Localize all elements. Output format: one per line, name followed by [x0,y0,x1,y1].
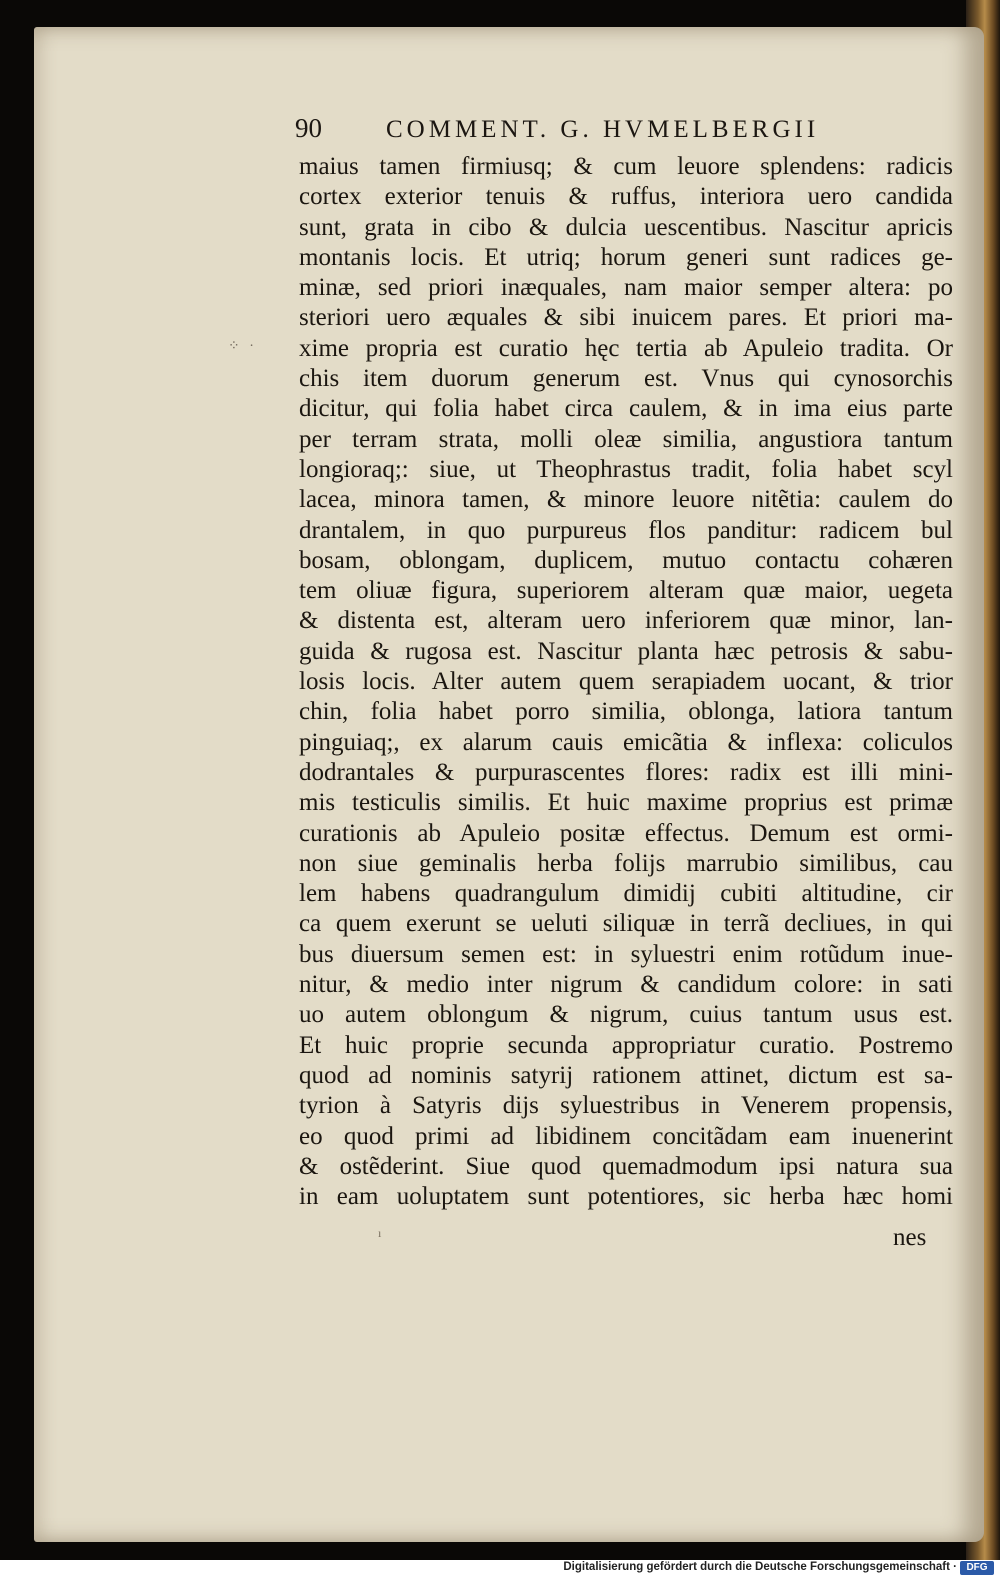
text-line: chin, folia habet porro similia, oblonga, latiora tantum [299,698,953,726]
text-line: Et huic proprie secunda appropriatur curatio. Postremo [299,1031,953,1059]
text-line: eo quod primi ad libidinem concitãdam eam inuenerint [299,1122,953,1150]
text-line: quod ad nominis satyrij rationem attinet, dictum est sa- [299,1061,953,1089]
dfg-logo: DFG [960,1561,994,1575]
text-line: pinguiaq;, ex alarum cauis emicãtia & inflexa: coliculos [299,728,953,756]
text-line: lacea, minora tamen, & minore leuore nitẽtia: caulem do [299,486,953,514]
text-line: tyrion à Satyris dijs syluestribus in Venerem propensis, [299,1092,953,1120]
text-line: losis locis. Alter autem quem serapiadem uocant, & trior [299,668,953,696]
page-mark: ı [378,1226,382,1240]
text-line: minæ, sed priori inæquales, nam maior semper altera: po [299,274,953,302]
text-line: tem oliuæ figura, superiorem alteram quæ maior, uegeta [299,577,953,605]
running-head [295,113,955,153]
text-line: longioraq;: siue, ut Theophrastus tradit, folia habet scyl [299,455,953,483]
text-line: xime propria est curatio hęc tertia ab Apuleio tradita. Or [299,334,953,362]
text-line: mis testiculis similis. Et huic maxime proprius est primæ [299,789,953,817]
text-line: & ostẽderint. Siue quod quemadmodum ipsi natura sua [299,1152,953,1180]
text-line: dicitur, qui folia habet circa caulem, & in ima eius parte [299,395,953,423]
text-line: bosam, oblongam, duplicem, mutuo contactu cohæren [299,546,953,574]
text-line: nitur, & medio inter nigrum & candidum colore: in sati [299,971,953,999]
text-line: lem habens quadrangulum dimidij cubiti altitudine, cir [299,880,953,908]
text-line: ca quem exerunt se ueluti siliquæ in terrã decliues, in qui [299,910,953,938]
page-number: 90 [295,113,322,143]
text-line: sunt, grata in cibo & dulcia uescentibus. Nascitur apricis [299,213,953,241]
text-line: per terram strata, molli oleæ similia, angustiora tantum [299,425,953,453]
text-line: curationis ab Apuleio positæ effectus. Demum est ormi- [299,819,953,847]
running-title: COMMENT. G. HVMELBERGII [386,116,820,143]
text-line: maius tamen firmiusq; & cum leuore splendens: radicis [299,153,953,180]
catchword: nes [893,1224,927,1251]
text-line: non siue geminalis herba folijs marrubio similibus, cau [299,849,953,877]
text-block [299,152,953,1212]
text-line: cortex exterior tenuis & ruffus, interiora uero candida [299,183,953,211]
funding-credit: Digitalisierung gefördert durch die Deutsche Forschungsgemeinschaft · [563,1561,957,1573]
text-line: dodrantales & purpurascentes flores: radix est illi mini- [299,758,953,786]
text-line: montanis locis. Et utriq; horum generi sunt radices ge- [299,243,953,271]
text-line: chis item duorum generum est. Vnus qui cynosorchis [299,365,953,393]
footer-bar [0,1560,1000,1577]
text-line: guida & rugosa est. Nascitur planta hæc petrosis & sabu- [299,637,953,665]
text-line: & distenta est, alteram uero inferiorem quæ minor, lan- [299,607,953,635]
text-line: bus diuersum semen est: in syluestri enim rotũdum inue- [299,940,953,968]
text-line: drantalem, in quo purpureus flos panditur: radicem bul [299,516,953,544]
margin-mark: ⁘ · [228,339,257,354]
text-line: uo autem oblongum & nigrum, cuius tantum usus est. [299,1001,953,1029]
text-line: in eam uoluptatem sunt potentiores, sic herba hæc homi [299,1183,953,1211]
text-line: steriori uero æquales & sibi inuicem pares. Et priori ma- [299,304,953,332]
